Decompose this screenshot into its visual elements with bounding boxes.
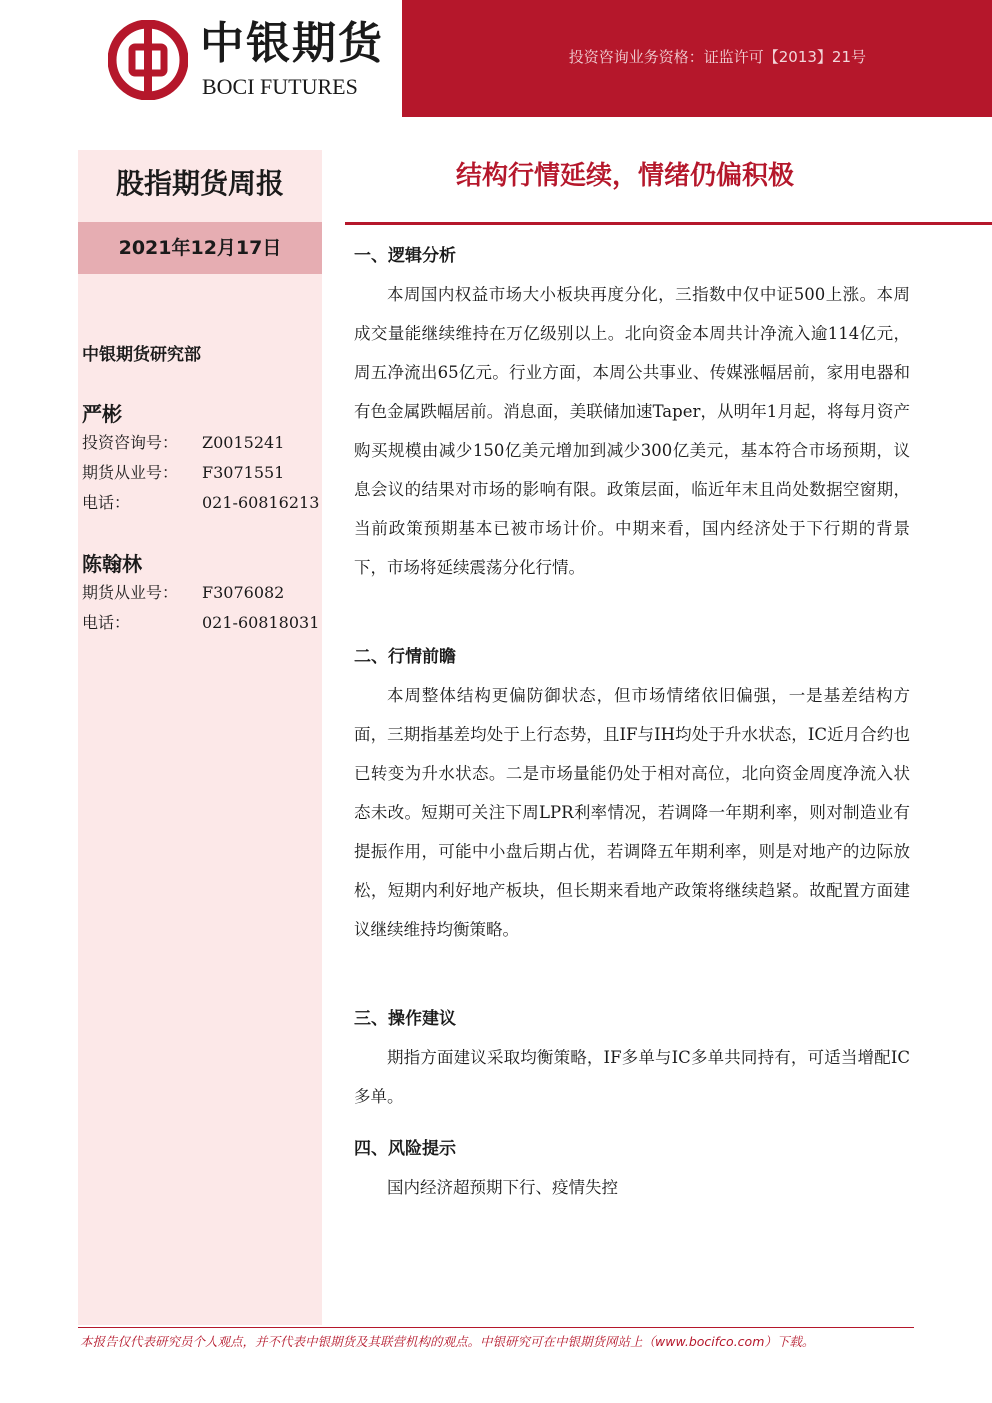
info-value: 021-60816213 <box>202 493 320 512</box>
info-value: F3071551 <box>202 463 285 482</box>
footer-divider <box>78 1327 914 1328</box>
logo-chinese-name: 中银期货 <box>200 18 384 69</box>
info-key: 电话： <box>82 613 131 632</box>
footer-disclaimer: 本报告仅代表研究员个人观点，并不代表中银期货及其联营机构的观点。中银研究可在中银期货网站上（www.bocifco.com）下载。 <box>80 1334 815 1349</box>
report-type-title: 股指期货周报 <box>115 167 284 200</box>
report-date: 2021年12月17日 <box>78 222 322 274</box>
info-key: 投资咨询号： <box>82 433 179 452</box>
analyst-name: 严彬 <box>82 402 122 426</box>
analyst-info-line <box>82 492 319 514</box>
title-divider <box>345 222 992 225</box>
report-headline: 结构行情延续，情绪仍偏积极 <box>455 161 794 191</box>
analyst-info-line <box>82 432 284 454</box>
info-value: 021-60818031 <box>202 613 320 632</box>
section-heading: 一、逻辑分析 <box>354 246 456 266</box>
section-heading: 二、行情前瞻 <box>354 647 456 667</box>
header-logo-area <box>0 0 402 117</box>
analyst-info-line <box>82 582 284 604</box>
logo-english-name: BOCI FUTURES <box>202 74 358 99</box>
boc-logo-icon <box>108 20 188 100</box>
header-banner <box>402 0 992 117</box>
section-paragraph: 本周国内权益市场大小板块再度分化，三指数中仅中证500上涨。本周成交量能继续维持在万亿级别以上。北向资金本周共计净流入逾114亿元，周五净流出65亿元。行业方面，本周公共事业、传媒涨幅居前，家用电器和有色金属跌幅居前。消息面，美联储加速Taper，从明年1月起，将每月资产购买规模由减少150亿美元增加到减少300亿美元，基本符合市场预期，议息会议的结果对市场的影响有限。政策层面，临近年末且尚处数据空窗期，当前政策预期基本已被市场计价。中期来看，国内经济处于下行期的背景下，市场将延续震荡分化行情。 <box>354 285 910 577</box>
license-text: 投资咨询业务资格：证监许可【2013】21号 <box>568 48 866 66</box>
section-paragraph: 本周整体结构更偏防御状态，但市场情绪依旧偏强，一是基差结构方面，三期指基差均处于上行态势，且IF与IH均处于升水状态，IC近月合约也已转变为升水状态。二是市场量能仍处于相对高位，北向资金周度净流入状态未改。短期可关注下周LPR利率情况，若调降一年期利率，则对制造业有提振作用，可能中小盘后期占优，若调降五年期利率，则是对地产的边际放松，短期内利好地产板块，但长期来看地产政策将继续趋紧。故配置方面建议继续维持均衡策略。 <box>354 686 910 939</box>
sidebar <box>78 150 322 1325</box>
info-value: Z0015241 <box>202 433 285 452</box>
analyst-info-line <box>82 612 319 634</box>
analyst-info-line <box>82 462 284 484</box>
research-dept: 中银期货研究部 <box>82 345 201 365</box>
info-key: 期货从业号： <box>82 583 179 602</box>
info-key: 电话： <box>82 493 131 512</box>
section-heading: 三、操作建议 <box>354 1009 456 1029</box>
info-value: F3076082 <box>202 583 285 602</box>
section-heading: 四、风险提示 <box>354 1139 456 1159</box>
info-key: 期货从业号： <box>82 463 179 482</box>
section-paragraph: 期指方面建议采取均衡策略，IF多单与IC多单共同持有，可适当增配IC多单。 <box>354 1048 910 1106</box>
analyst-name: 陈翰林 <box>82 552 142 576</box>
section-paragraph: 国内经济超预期下行、疫情失控 <box>387 1178 618 1197</box>
